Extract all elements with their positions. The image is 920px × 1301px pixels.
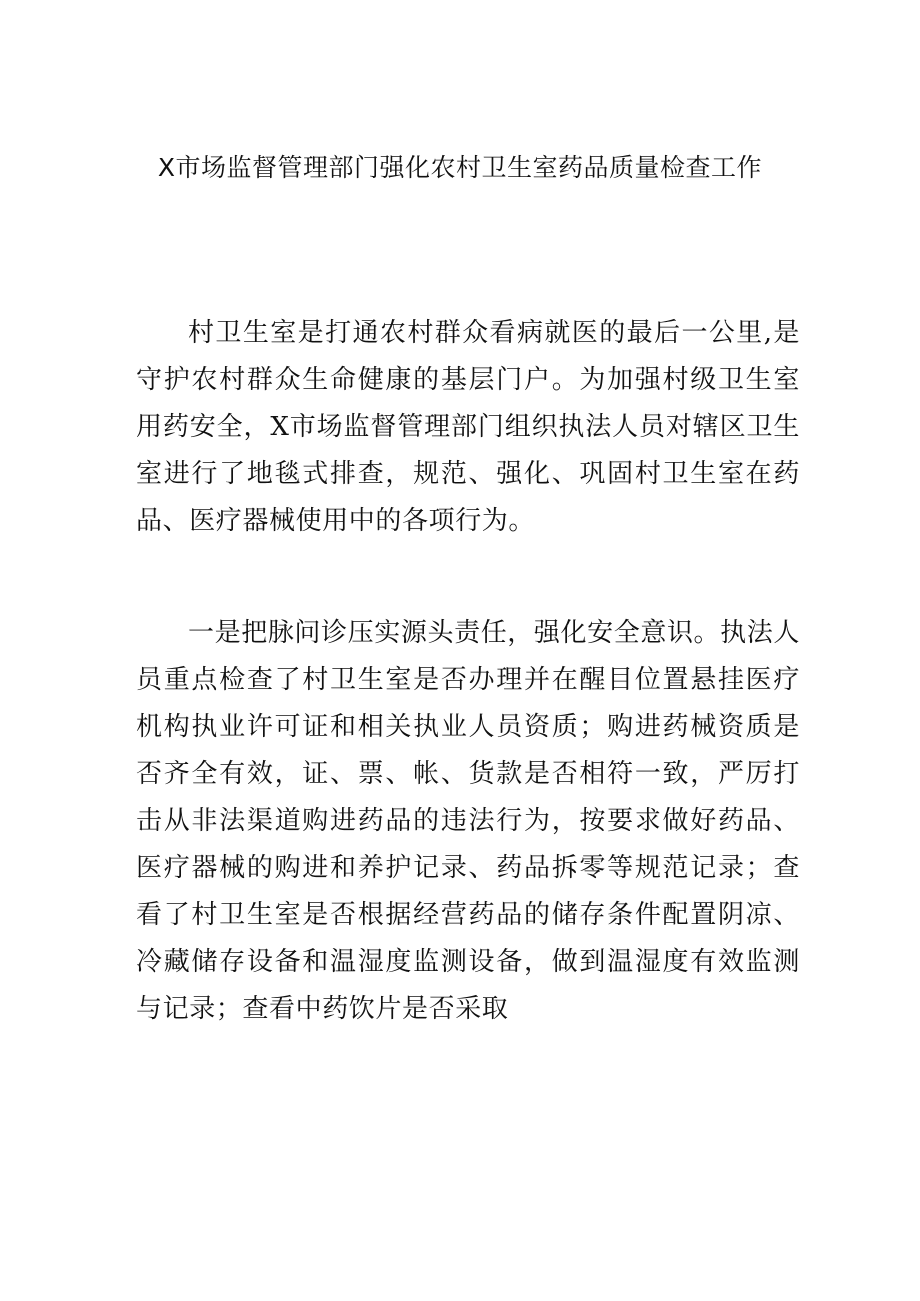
paragraph-intro: 村卫生室是打通农村群众看病就医的最后一公里,是守护农村群众生命健康的基层门户。为加强村级卫生室用药安全，X市场监督管理部门组织执法人员对辖区卫生室进行了地毯式排查，规范、强化、巩固村卫生室在药品、医疗器械使用中的各项行为。 — [136, 318, 800, 536]
document-title: X市场监督管理部门强化农村卫生室药品质量检查工作 — [157, 153, 763, 182]
paragraph-point-one: 一是把脉问诊压实源头责任，强化安全意识。执法人员重点检查了村卫生室是否办理并在醒目位置悬挂医疗机构执业许可证和相关执业人员资质；购进药械资质是否齐全有效，证、票、帐、货款是否相符一致，严厉打击从非法渠道购进药品的违法行为，按要求做好药品、医疗器械的购进和养护记录、药品拆零等规范记录；查看了村卫生室是否根据经营药品的储存条件配置阴凉、冷藏储存设备和温湿度监测设备，做到温湿度有效监测与记录；查看中药饮片是否采取 — [136, 618, 800, 1024]
